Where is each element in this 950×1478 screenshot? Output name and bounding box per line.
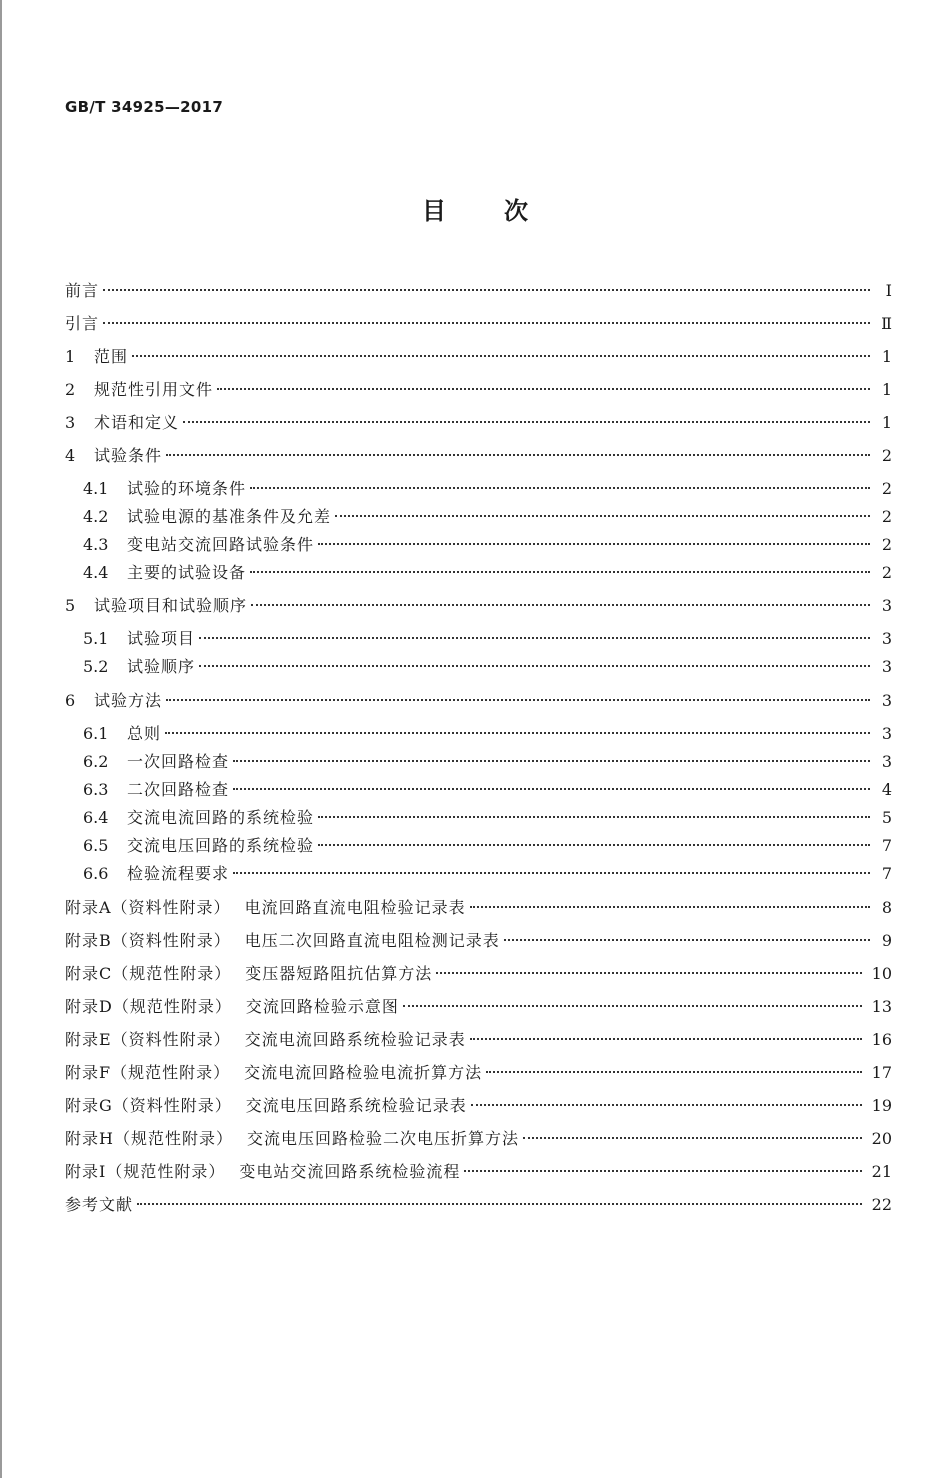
toc-entry-label: 术语和定义 (94, 413, 180, 432)
toc-entry-page-number: 10 (871, 964, 892, 983)
toc-dot-leader (199, 637, 870, 639)
toc-dot-leader (335, 515, 870, 517)
toc-entry-label: 附录F（规范性附录） (65, 1063, 231, 1082)
toc-dot-leader (199, 665, 870, 667)
toc-entry[interactable] (65, 1126, 892, 1152)
toc-entry-page-number: 22 (871, 1195, 892, 1214)
toc-entry[interactable] (83, 805, 892, 831)
toc-entry[interactable] (65, 1060, 892, 1086)
toc-entry-number: 6.2 (83, 752, 109, 771)
toc-entry-page-number: 20 (871, 1129, 892, 1148)
toc-entry-subtitle: 电流回路直流电阻检验记录表 (244, 898, 466, 917)
toc-entry-label: 附录H（规范性附录） (65, 1129, 233, 1148)
toc-dot-leader (233, 788, 870, 790)
toc-dot-leader (233, 872, 870, 874)
toc-entry-label: 二次回路检查 (127, 780, 230, 799)
toc-entry-label: 试验项目 (127, 629, 196, 648)
toc-dot-leader (318, 543, 870, 545)
toc-entry-number: 4.2 (83, 507, 109, 526)
toc-entry-page-number: 3 (881, 657, 892, 676)
toc-entry-page-number: 3 (881, 752, 892, 771)
toc-dot-leader (318, 816, 870, 818)
toc-entry-label: 试验方法 (94, 691, 163, 710)
toc-entry[interactable] (83, 749, 892, 775)
toc-entry[interactable] (83, 777, 892, 803)
toc-entry[interactable] (65, 443, 892, 469)
toc-entry-page-number: 19 (871, 1096, 892, 1115)
toc-entry[interactable] (83, 861, 892, 887)
toc-entry-number: 5.2 (83, 657, 109, 676)
toc-entry-page-number: 2 (881, 563, 892, 582)
toc-entry-label: 附录I（规范性附录） (65, 1162, 226, 1181)
toc-dot-leader (436, 972, 861, 974)
toc-dot-leader (523, 1137, 862, 1139)
toc-entry-page-number: 7 (881, 864, 892, 883)
toc-entry-number: 1 (65, 347, 76, 366)
toc-entry-page-number: 8 (881, 898, 892, 917)
toc-entry[interactable] (65, 1027, 892, 1053)
toc-dot-leader (251, 604, 870, 606)
toc-entry-number: 5.1 (83, 629, 109, 648)
toc-entry-label: 附录G（资料性附录） (65, 1096, 232, 1115)
toc-entry-number: 4.4 (83, 563, 109, 582)
toc-entry-number: 5 (65, 596, 76, 615)
toc-entry-page-number: 21 (871, 1162, 892, 1181)
toc-entry[interactable] (83, 476, 892, 502)
toc-entry-page-number: 7 (881, 836, 892, 855)
toc-entry-label: 变电站交流回路试验条件 (127, 535, 315, 554)
toc-dot-leader (470, 1038, 862, 1040)
toc-entry[interactable] (65, 278, 892, 304)
toc-entry-page-number: 1 (881, 413, 892, 432)
toc-entry-page-number: Ⅰ (885, 281, 892, 300)
toc-entry-label: 试验条件 (94, 446, 163, 465)
toc-entry-label: 试验顺序 (127, 657, 196, 676)
toc-entry[interactable] (83, 833, 892, 859)
toc-entry-page-number: 2 (881, 479, 892, 498)
toc-entry-label: 试验项目和试验顺序 (94, 596, 248, 615)
toc-entry-number: 4 (65, 446, 76, 465)
toc-entry[interactable] (65, 895, 892, 921)
toc-entry-label: 范围 (94, 347, 129, 366)
toc-dot-leader (471, 1104, 862, 1106)
toc-dot-leader (403, 1005, 862, 1007)
toc-entry-page-number: 4 (881, 780, 892, 799)
toc-dot-leader (165, 732, 870, 734)
toc-entry-page-number: 16 (871, 1030, 892, 1049)
toc-entry-number: 6.6 (83, 864, 109, 883)
toc-entry-label: 附录C（规范性附录） (65, 964, 232, 983)
toc-entry[interactable] (65, 593, 892, 619)
document-code: GB/T 34925—2017 (65, 98, 224, 116)
toc-entry[interactable] (65, 377, 892, 403)
toc-entry-page-number: 2 (881, 535, 892, 554)
toc-dot-leader (103, 322, 870, 324)
toc-entry[interactable] (65, 688, 892, 714)
toc-entry-subtitle: 交流电压回路检验二次电压折算方法 (246, 1129, 519, 1148)
toc-entry-number: 6.5 (83, 836, 109, 855)
toc-entry-page-number: 3 (881, 691, 892, 710)
toc-entry-label: 附录A（资料性附录） (65, 898, 231, 917)
toc-entry-subtitle: 交流电压回路系统检验记录表 (245, 1096, 467, 1115)
toc-entry-label: 参考文献 (65, 1195, 134, 1214)
toc-dot-leader (166, 699, 870, 701)
toc-entry[interactable] (65, 994, 892, 1020)
toc-entry[interactable] (65, 410, 892, 436)
toc-dot-leader (250, 571, 870, 573)
toc-entry-page-number: 2 (881, 507, 892, 526)
toc-entry-page-number: 3 (881, 629, 892, 648)
toc-entry-number: 6.4 (83, 808, 109, 827)
toc-entry[interactable] (83, 626, 892, 652)
toc-entry-number: 6.1 (83, 724, 109, 743)
toc-entry[interactable] (83, 721, 892, 747)
toc-entry-label: 附录E（资料性附录） (65, 1030, 231, 1049)
toc-entry-number: 4.1 (83, 479, 109, 498)
toc-entry-number: 4.3 (83, 535, 109, 554)
toc-entry[interactable] (65, 928, 892, 954)
toc-entry[interactable] (65, 311, 892, 337)
toc-entry-number: 6.3 (83, 780, 109, 799)
toc-entry-label: 交流电流回路的系统检验 (127, 808, 315, 827)
toc-entry-page-number: 17 (871, 1063, 892, 1082)
toc-dot-leader (103, 289, 870, 291)
toc-entry-subtitle: 变电站交流回路系统检验流程 (239, 1162, 461, 1181)
toc-entry-label: 总则 (127, 724, 162, 743)
toc-dot-leader (318, 844, 870, 846)
toc-entry[interactable] (83, 560, 892, 586)
toc-entry-label: 检验流程要求 (127, 864, 230, 883)
toc-dot-leader (233, 760, 870, 762)
toc-entry[interactable] (65, 1159, 892, 1185)
toc-dot-leader (132, 355, 870, 357)
toc-dot-leader (250, 487, 870, 489)
toc-entry-page-number: 1 (881, 347, 892, 366)
toc-entry-number: 2 (65, 380, 76, 399)
toc-dot-leader (217, 388, 870, 390)
toc-entry-number: 6 (65, 691, 76, 710)
toc-dot-leader (137, 1203, 862, 1205)
toc-entry-label: 主要的试验设备 (127, 563, 247, 582)
toc-entry[interactable] (65, 1093, 892, 1119)
toc-dot-leader (504, 939, 870, 941)
toc-entry-number: 3 (65, 413, 76, 432)
toc-entry-label: 试验的环境条件 (127, 479, 247, 498)
toc-entry[interactable] (65, 1192, 892, 1218)
toc-entry-subtitle: 变压器短路阻抗估算方法 (245, 964, 433, 983)
toc-entry-label: 交流电压回路的系统检验 (127, 836, 315, 855)
toc-entry-label: 一次回路检查 (127, 752, 230, 771)
toc-entry[interactable] (83, 654, 892, 680)
toc-entry-page-number: 1 (881, 380, 892, 399)
toc-entry-label: 附录D（规范性附录） (65, 997, 232, 1016)
page-title: 目次 (422, 197, 586, 225)
toc-entry[interactable] (83, 532, 892, 558)
toc-entry-label: 引言 (65, 314, 100, 333)
toc-entry-page-number: 3 (881, 596, 892, 615)
toc-entry-label: 规范性引用文件 (94, 380, 214, 399)
toc-entry-page-number: 13 (871, 997, 892, 1016)
toc-dot-leader (470, 906, 870, 908)
toc-dot-leader (183, 421, 870, 423)
toc-dot-leader (166, 454, 870, 456)
toc-entry-label: 附录B（资料性附录） (65, 931, 231, 950)
toc-entry-label: 试验电源的基准条件及允差 (127, 507, 332, 526)
toc-entry-page-number: 2 (881, 446, 892, 465)
toc-entry-subtitle: 电压二次回路直流电阻检测记录表 (244, 931, 500, 950)
toc-entry[interactable] (65, 344, 892, 370)
toc-entry-subtitle: 交流电流回路检验电流折算方法 (244, 1063, 483, 1082)
toc-entry-page-number: Ⅱ (881, 314, 892, 333)
toc-entry-page-number: 9 (881, 931, 892, 950)
toc-entry[interactable] (65, 961, 892, 987)
toc-entry-subtitle: 交流电流回路系统检验记录表 (244, 1030, 466, 1049)
toc-entry-label: 前言 (65, 281, 100, 300)
toc-dot-leader (464, 1170, 861, 1172)
toc-dot-leader (486, 1071, 862, 1073)
toc-entry-page-number: 5 (881, 808, 892, 827)
toc-entry-subtitle: 交流回路检验示意图 (245, 997, 399, 1016)
toc-entry[interactable] (83, 504, 892, 530)
toc-entry-page-number: 3 (881, 724, 892, 743)
